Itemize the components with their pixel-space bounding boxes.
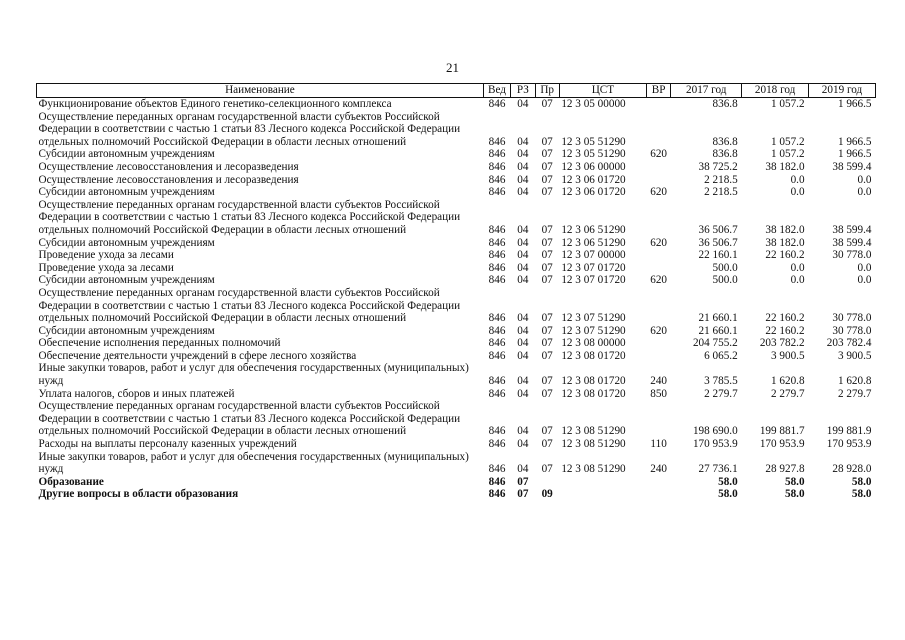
cell-2017: 198 690.0 (692, 425, 738, 438)
cell-2018: 28 927.8 (765, 463, 805, 476)
cell-ved: 846 (488, 375, 506, 388)
cell-name: Осуществление переданных органам государственной власти субъектов Российской Федерации в соответствии с частью 1 статьи 83 Лесного кодекса Российской Федерации отдельных полномочий Российской Федерации в области лесных отношений (38, 198, 461, 236)
cell-2018: 22 160.2 (765, 312, 805, 325)
cell-rz: 04 (517, 312, 529, 325)
cell-pr: 07 (541, 387, 553, 400)
cell-rz: 04 (517, 324, 529, 337)
cell-ved: 846 (488, 160, 506, 173)
cell-cst: 12 3 07 51290 (561, 324, 626, 337)
cell-vr: 240 (650, 463, 667, 476)
cell-cst: 12 3 08 01720 (561, 375, 626, 388)
cell-vr (646, 350, 670, 363)
cell-rz: 04 (517, 438, 529, 451)
cell-2018: 22 160.2 (765, 324, 805, 337)
cell-2019: 28 928.0 (832, 463, 872, 476)
cell-cst (559, 488, 646, 501)
cell-pr: 07 (541, 236, 553, 249)
cell-vr: 620 (650, 186, 667, 199)
cell-vr (646, 199, 670, 237)
header-2019: 2019 год (809, 84, 876, 98)
cell-cst: 12 3 08 51290 (561, 425, 626, 438)
cell-2018: 38 182.0 (765, 236, 805, 249)
cell-2017: 38 725.2 (698, 160, 738, 173)
cell-2018: 0.0 (790, 173, 805, 186)
cell-2019: 1 620.8 (837, 375, 872, 388)
cell-2017: 836.8 (712, 148, 738, 161)
cell-pr: 07 (541, 375, 553, 388)
cell-name: Иные закупки товаров, работ и услуг для обеспечения государственных (муниципальных) нужд (38, 450, 469, 476)
cell-ved: 846 (488, 488, 506, 501)
table-row (37, 111, 876, 149)
cell-vr (646, 287, 670, 325)
header-2017: 2017 год (671, 84, 742, 98)
cell-2017: 58.0 (718, 488, 738, 501)
cell-ved: 846 (488, 186, 506, 199)
cell-2017: 3 785.5 (704, 375, 738, 388)
cell-2019: 38 599.4 (832, 160, 872, 173)
cell-vr (646, 476, 670, 489)
cell-2018: 22 160.2 (765, 249, 805, 262)
cell-2018: 203 782.2 (759, 337, 805, 350)
cell-cst: 12 3 07 01720 (561, 274, 626, 287)
cell-name: Осуществление лесовосстановления и лесоразведения (38, 173, 299, 186)
cell-rz: 04 (517, 98, 529, 110)
cell-2018: 58.0 (784, 488, 805, 501)
cell-2017: 500.0 (712, 261, 738, 274)
table-row (37, 287, 876, 325)
cell-2017: 36 506.7 (698, 236, 738, 249)
cell-ved: 846 (488, 387, 506, 400)
table-row (37, 337, 876, 350)
cell-cst: 12 3 05 51290 (561, 148, 626, 161)
cell-2019: 3 900.5 (837, 349, 872, 362)
cell-2017: 500.0 (712, 274, 738, 287)
budget-table (36, 83, 876, 501)
cell-cst: 12 3 06 51290 (561, 236, 626, 249)
cell-2017: 836.8 (712, 135, 738, 148)
cell-2018: 0.0 (790, 261, 805, 274)
cell-rz: 04 (517, 337, 529, 350)
cell-ved: 846 (488, 475, 506, 488)
cell-2017: 21 660.1 (698, 324, 738, 337)
cell-cst: 12 3 06 00000 (561, 160, 626, 173)
cell-2018: 58.0 (784, 475, 805, 488)
cell-ved: 846 (488, 324, 506, 337)
cell-2018: 1 057.2 (771, 98, 805, 110)
cell-pr: 07 (541, 337, 553, 350)
table-row (37, 161, 876, 174)
cell-pr: 07 (541, 438, 553, 451)
cell-cst: 12 3 08 51290 (561, 438, 626, 451)
table-row (37, 262, 876, 275)
cell-pr: 07 (541, 425, 553, 438)
cell-rz: 04 (517, 249, 529, 262)
table-row (37, 148, 876, 161)
cell-ved: 846 (488, 312, 506, 325)
cell-2018: 1 620.8 (771, 375, 805, 388)
cell-pr: 07 (541, 186, 553, 199)
cell-rz: 04 (517, 274, 529, 287)
cell-rz: 04 (517, 148, 529, 161)
header-ved: Вед (483, 84, 510, 98)
cell-2017: 22 160.1 (698, 249, 738, 262)
cell-pr: 07 (541, 349, 553, 362)
cell-2018: 38 182.0 (765, 160, 805, 173)
cell-2019: 58.0 (851, 488, 872, 501)
cell-vr (646, 400, 670, 438)
cell-2019: 30 778.0 (832, 249, 872, 262)
cell-2017: 27 736.1 (698, 463, 738, 476)
cell-pr: 07 (541, 463, 553, 476)
cell-rz: 04 (517, 186, 529, 199)
cell-ved: 846 (488, 135, 506, 148)
cell-2018: 199 881.7 (759, 425, 805, 438)
cell-name: Субсидии автономным учреждениям (38, 186, 215, 199)
header-vr: ВР (646, 84, 670, 98)
cell-2017: 2 218.5 (704, 186, 738, 199)
table-row (37, 174, 876, 187)
cell-vr: 620 (650, 148, 667, 161)
header-pr: Пр (535, 84, 559, 98)
cell-name: Осуществление лесовосстановления и лесоразведения (38, 160, 299, 173)
cell-rz: 07 (517, 475, 529, 488)
cell-vr (646, 174, 670, 187)
header-rz: РЗ (511, 84, 535, 98)
cell-cst: 12 3 06 51290 (561, 223, 626, 236)
cell-vr: 240 (650, 375, 667, 388)
table-row (37, 388, 876, 401)
cell-2019: 1 966.5 (837, 148, 872, 161)
cell-name: Осуществление переданных органам государственной власти субъектов Российской Федерации в соответствии с частью 1 статьи 83 Лесного кодекса Российской Федерации отдельных полномочий Российской Федерации в области лесных отношений (38, 110, 461, 148)
table-row (37, 237, 876, 250)
cell-ved: 846 (488, 236, 506, 249)
cell-cst: 12 3 08 51290 (561, 463, 626, 476)
page-number: 21 (446, 60, 459, 75)
cell-2018: 1 057.2 (771, 148, 805, 161)
cell-2018: 38 182.0 (765, 223, 805, 236)
cell-2017: 170 953.9 (692, 438, 738, 451)
table-row (37, 186, 876, 199)
table-row (37, 274, 876, 287)
cell-ved: 846 (488, 438, 506, 451)
cell-2019: 0.0 (857, 274, 872, 287)
cell-2019: 30 778.0 (832, 324, 872, 337)
cell-2019: 203 782.4 (826, 337, 872, 350)
cell-pr: 07 (541, 135, 553, 148)
cell-name: Проведение ухода за лесами (38, 249, 174, 262)
cell-ved: 846 (488, 173, 506, 186)
cell-rz: 04 (517, 349, 529, 362)
header-cst: ЦСТ (559, 84, 646, 98)
cell-2018: 0.0 (790, 186, 805, 199)
cell-cst: 12 3 08 00000 (561, 337, 626, 350)
table-row (37, 350, 876, 363)
cell-pr: 07 (541, 173, 553, 186)
cell-cst: 12 3 06 01720 (561, 173, 626, 186)
cell-vr: 620 (650, 236, 667, 249)
cell-name: Образование (38, 475, 104, 488)
cell-vr: 110 (650, 438, 667, 451)
cell-pr: 07 (541, 312, 553, 325)
cell-2019: 0.0 (857, 173, 872, 186)
cell-ved: 846 (488, 349, 506, 362)
cell-2017: 6 065.2 (704, 349, 738, 362)
cell-2017: 36 506.7 (698, 223, 738, 236)
table-row (37, 199, 876, 237)
cell-vr: 620 (650, 274, 667, 287)
cell-cst: 12 3 08 01720 (561, 349, 626, 362)
cell-cst: 12 3 05 51290 (561, 135, 626, 148)
cell-2017: 2 218.5 (704, 173, 738, 186)
cell-2019: 38 599.4 (832, 236, 872, 249)
table-row (37, 249, 876, 262)
cell-2017: 58.0 (718, 475, 738, 488)
cell-pr (535, 476, 559, 489)
cell-2019: 38 599.4 (832, 223, 872, 236)
cell-rz: 04 (517, 160, 529, 173)
cell-name: Обеспечение исполнения переданных полномочий (38, 337, 281, 350)
cell-pr: 09 (541, 488, 553, 501)
cell-2017: 204 755.2 (692, 337, 738, 350)
cell-name: Субсидии автономным учреждениям (38, 274, 215, 287)
cell-2019: 30 778.0 (832, 312, 872, 325)
table-row (37, 362, 876, 387)
cell-name: Субсидии автономным учреждениям (38, 148, 215, 161)
cell-rz: 07 (517, 488, 529, 501)
table-row (37, 325, 876, 338)
cell-ved: 846 (488, 261, 506, 274)
cell-pr: 07 (541, 324, 553, 337)
cell-vr: 850 (650, 387, 667, 400)
cell-rz: 04 (517, 236, 529, 249)
cell-pr: 07 (541, 249, 553, 262)
table-header-row (37, 84, 876, 98)
cell-name: Обеспечение деятельности учреждений в сфере лесного хозяйства (38, 349, 357, 362)
cell-cst: 12 3 07 51290 (561, 312, 626, 325)
cell-rz: 04 (517, 223, 529, 236)
cell-ved: 846 (488, 425, 506, 438)
cell-cst: 12 3 08 01720 (561, 387, 626, 400)
cell-vr (646, 488, 670, 501)
cell-2018: 170 953.9 (759, 438, 805, 451)
cell-2019: 1 966.5 (837, 135, 872, 148)
cell-pr: 07 (541, 274, 553, 287)
cell-rz: 04 (517, 425, 529, 438)
cell-vr (646, 262, 670, 275)
table-row (37, 438, 876, 451)
cell-pr: 07 (541, 223, 553, 236)
table-row (37, 476, 876, 489)
table-row (37, 400, 876, 438)
cell-rz: 04 (517, 135, 529, 148)
cell-name: Расходы на выплаты персоналу казенных учреждений (38, 438, 297, 451)
cell-name: Осуществление переданных органам государственной власти субъектов Российской Федерации в соответствии с частью 1 статьи 83 Лесного кодекса Российской Федерации отдельных полномочий Российской Федерации в области лесных отношений (38, 400, 461, 438)
cell-vr (646, 249, 670, 262)
table-row (37, 98, 876, 111)
cell-ved: 846 (488, 249, 506, 262)
cell-ved: 846 (488, 337, 506, 350)
cell-vr (646, 111, 670, 149)
cell-vr (646, 98, 670, 111)
cell-pr: 07 (541, 261, 553, 274)
cell-vr (646, 337, 670, 350)
cell-ved: 846 (488, 463, 506, 476)
cell-pr: 07 (541, 160, 553, 173)
cell-2019: 1 966.5 (837, 98, 872, 110)
cell-2018: 1 057.2 (771, 135, 805, 148)
cell-2019: 0.0 (857, 186, 872, 199)
cell-cst: 12 3 07 01720 (561, 261, 626, 274)
cell-2018: 2 279.7 (771, 387, 805, 400)
cell-2017: 2 279.7 (704, 387, 738, 400)
cell-cst: 12 3 07 00000 (561, 249, 626, 262)
cell-2019: 170 953.9 (826, 438, 872, 451)
cell-name: Проведение ухода за лесами (38, 261, 174, 274)
cell-name: Уплата налогов, сборов и иных платежей (38, 387, 235, 400)
cell-vr: 620 (650, 324, 667, 337)
cell-2017: 836.8 (712, 98, 738, 110)
cell-pr: 07 (541, 148, 553, 161)
cell-2019: 58.0 (851, 475, 872, 488)
cell-rz: 04 (517, 173, 529, 186)
cell-rz: 04 (517, 261, 529, 274)
cell-ved: 846 (488, 148, 506, 161)
cell-2019: 2 279.7 (837, 387, 872, 400)
cell-2019: 0.0 (857, 261, 872, 274)
cell-name: Другие вопросы в области образования (38, 488, 239, 501)
cell-ved: 846 (488, 274, 506, 287)
cell-name: Иные закупки товаров, работ и услуг для обеспечения государственных (муниципальных) нужд (38, 362, 469, 388)
table-body (37, 98, 876, 502)
table-row (37, 488, 876, 501)
cell-rz: 04 (517, 463, 529, 476)
cell-name: Субсидии автономным учреждениям (38, 236, 215, 249)
cell-rz: 04 (517, 375, 529, 388)
cell-pr: 07 (541, 98, 553, 110)
header-name: Наименование (37, 84, 484, 98)
cell-2018: 3 900.5 (771, 349, 805, 362)
cell-cst: 12 3 05 00000 (561, 98, 626, 110)
cell-2018: 0.0 (790, 274, 805, 287)
cell-ved: 846 (488, 98, 506, 110)
cell-name: Субсидии автономным учреждениям (38, 324, 215, 337)
cell-name: Осуществление переданных органам государственной власти субъектов Российской Федерации в соответствии с частью 1 статьи 83 Лесного кодекса Российской Федерации отдельных полномочий Российской Федерации в области лесных отношений (38, 286, 461, 325)
cell-name: Функционирование объектов Единого генетико-селекционного комплекса (38, 98, 392, 110)
cell-rz: 04 (517, 387, 529, 400)
table-row (37, 451, 876, 476)
cell-2019: 199 881.9 (826, 425, 872, 438)
cell-ved: 846 (488, 223, 506, 236)
cell-vr (646, 161, 670, 174)
cell-cst (559, 476, 646, 489)
header-2018: 2018 год (742, 84, 809, 98)
cell-2017: 21 660.1 (698, 312, 738, 325)
cell-cst: 12 3 06 01720 (561, 186, 626, 199)
